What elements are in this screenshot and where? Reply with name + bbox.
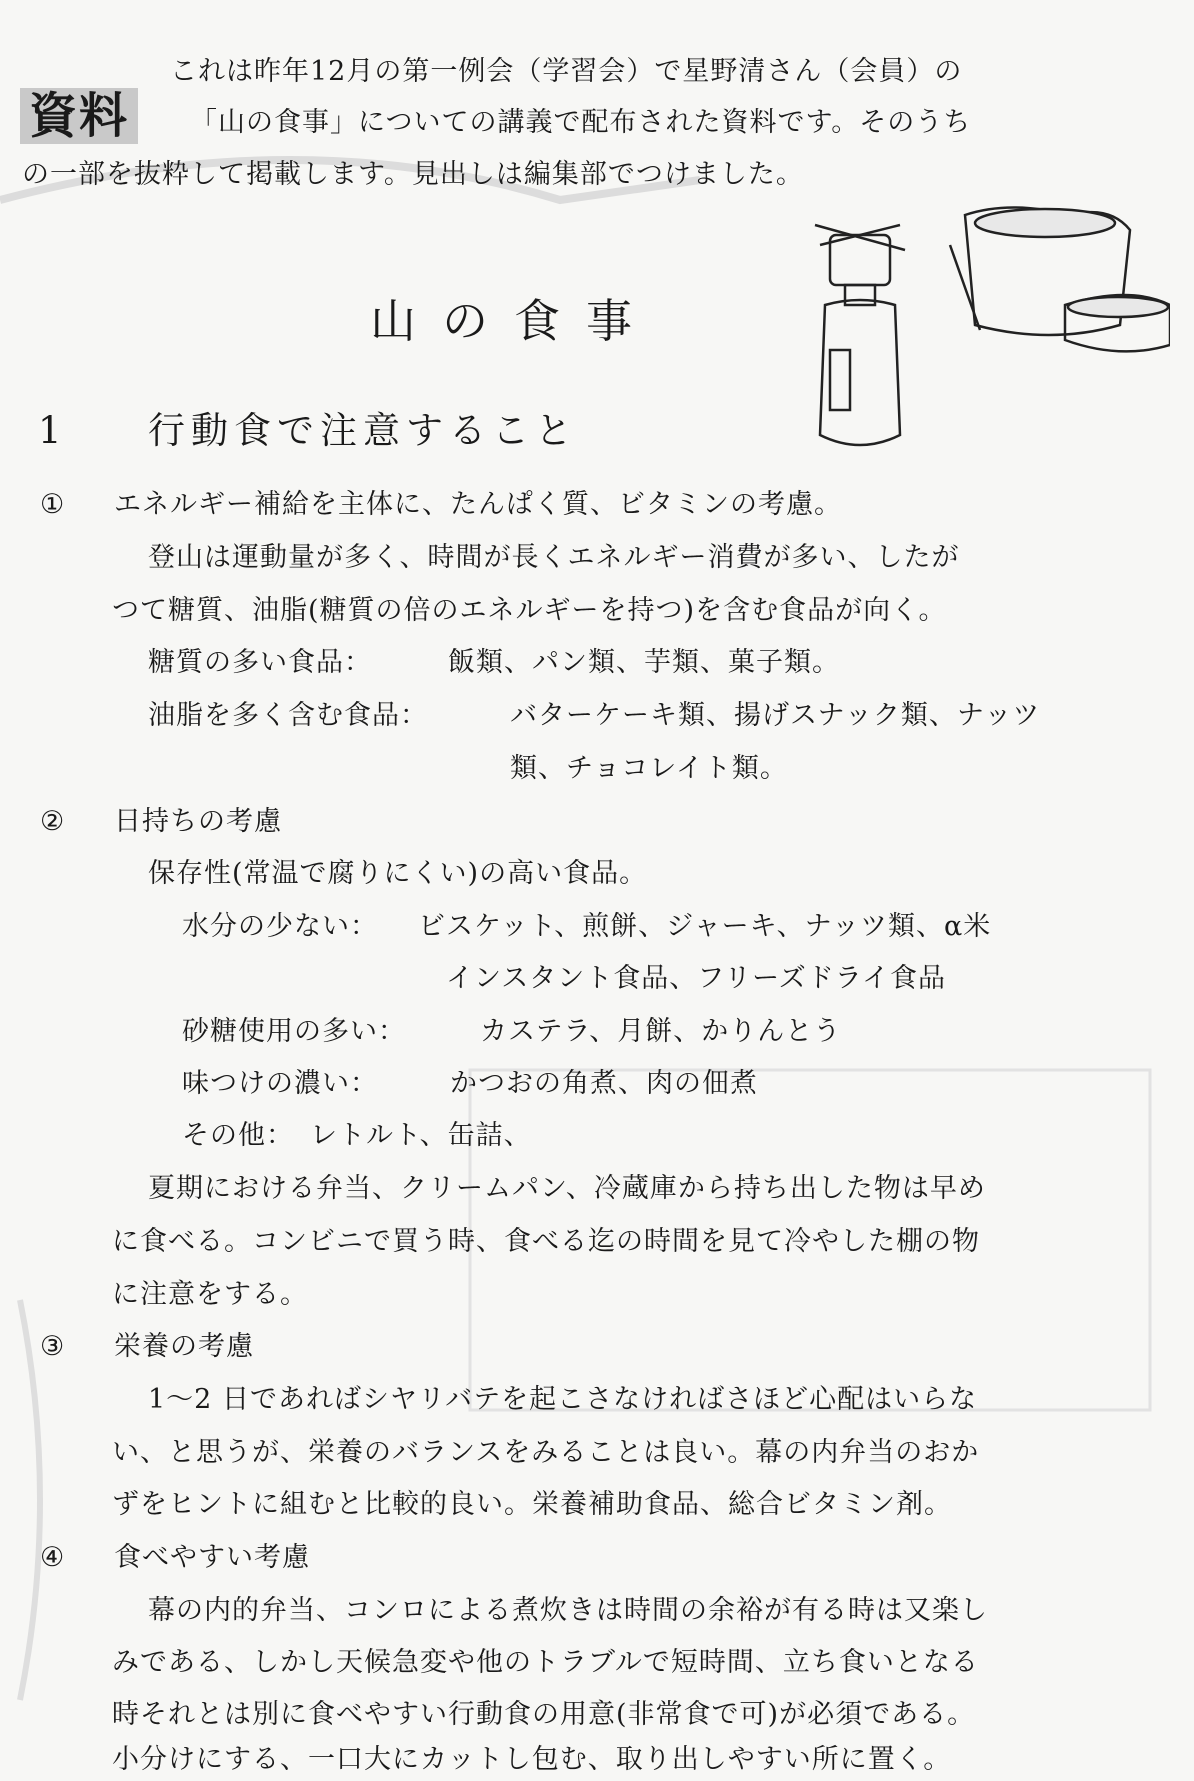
item-3-marker: ③ [40,1331,66,1362]
item-4-body-2: みである、しかし天候急変や他のトラブルで短時間、立ち食いとなる [112,1647,979,1678]
item-4-heading: 食べやすい考慮 [114,1542,310,1573]
other-row [182,1119,532,1153]
section-number: 1 [38,409,68,452]
item-2-lead: 保存性(常温で腐りにくい)の高い食品。 [148,858,648,889]
item-3-body-2: い、と思うが、栄養のバランスをみることは良い。幕の内弁当のおか [112,1437,980,1468]
sugar-heavy-value: カステラ、月餅、かりんとう [480,1016,842,1047]
item-3-heading: 栄養の考慮 [114,1331,254,1362]
intro-line-2: 「山の食事」についての講義で配布された資料です。そのうち [190,107,972,138]
item-1-body-1: 登山は運動量が多く、時間が長くエネルギー消費が多い、したが [148,542,960,573]
item-3-body-3: ずをヒントに組むと比較的良い。栄養補助食品、総合ビタミン剤。 [112,1489,952,1520]
item-3-heading-row [40,1330,254,1364]
item-4-heading-row [40,1541,310,1575]
section-title: 行動食で注意すること [148,409,578,452]
item-1-marker: ① [40,489,66,520]
other-value: レトルト、缶詰、 [310,1120,532,1151]
strong-flavor-row [182,1067,758,1101]
intro-line-1: これは昨年12月の第一例会（学習会）で星野清さん（会員）の [170,56,963,87]
item-2-body-2: に食べる。コンビニで買う時、食べる迄の時間を見て冷やした棚の物 [112,1226,980,1257]
intro-line-3: の一部を抜粋して掲載します。見出しは編集部でつけました。 [22,159,804,190]
item-2-body-1: 夏期における弁当、クリームパン、冷蔵庫から持ち出した物は早め [148,1173,986,1204]
strong-flavor-value: かつおの角煮、肉の佃煮 [450,1068,758,1099]
item-2-body-3: に注意をする。 [112,1279,308,1310]
item-4-body-1: 幕の内的弁当、コンロによる煮炊きは時間の余裕が有る時は又楽し [148,1595,988,1626]
page-title: 山の食事 [370,294,658,348]
sugar-heavy-row [182,1015,841,1049]
sugar-foods-value: 飯類、パン類、芋類、菓子類。 [448,647,840,678]
item-4-body-3: 時それとは別に食べやすい行動食の用意(非常食で可)が必須である。 [112,1699,976,1730]
low-water-label: 水分の少ない： [182,911,378,942]
strong-flavor-label: 味つけの濃い： [182,1068,378,1099]
fat-foods-value-2: 類、チョコレイト類。 [510,753,788,784]
low-water-row [182,910,991,944]
other-label: その他： [182,1120,294,1151]
item-1-body-2: つて糖質、油脂(糖質の倍のエネルギーを持つ)を含む食品が向く。 [112,595,947,626]
item-1-heading-row [40,488,842,522]
fat-foods-label: 油脂を多く含む食品： [148,700,428,731]
fat-foods-row [148,699,1040,733]
item-2-marker: ② [40,806,66,837]
sugar-heavy-label: 砂糖使用の多い： [182,1016,406,1047]
low-water-value-1: ビスケット、煎餅、ジャーキ、ナッツ類、α米 [418,911,992,942]
item-2-heading: 日持ちの考慮 [114,806,282,837]
item-4-body-4: 小分けにする、一口大にカットし包む、取り出しやすい所に置く。 [112,1744,952,1775]
sugar-foods-row [148,646,840,680]
low-water-value-2: インスタント食品、フリーズドライ食品 [446,963,946,994]
fat-foods-value-1: バターケーキ類、揚げスナック類、ナッツ [510,700,1041,731]
camping-stove-and-pot-illustration [800,205,1170,460]
document-badge: 資料 [20,88,138,144]
section-heading [38,400,578,454]
sugar-foods-label: 糖質の多い食品： [148,647,372,678]
item-3-body-1: 1～2 日であればシヤリバテを起こさなければさほど心配はいらな [148,1384,978,1415]
item-4-marker: ④ [40,1542,66,1573]
item-1-heading: エネルギー補給を主体に、たんぱく質、ビタミンの考慮。 [114,489,842,520]
item-2-heading-row [40,805,282,839]
